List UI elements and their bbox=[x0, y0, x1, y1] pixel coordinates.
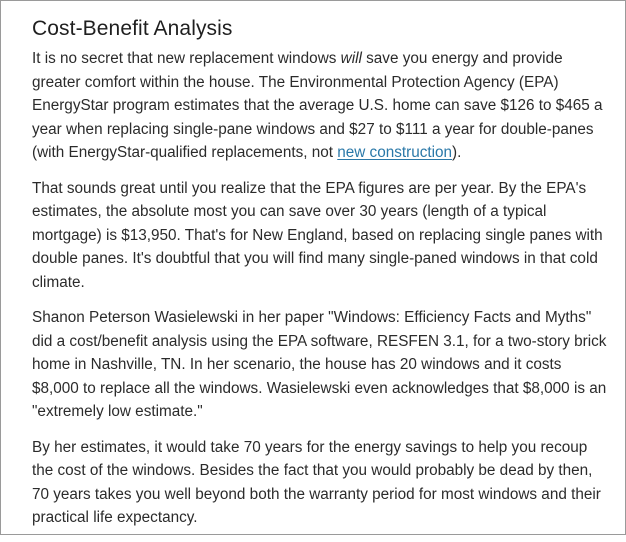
section-heading: Cost-Benefit Analysis bbox=[32, 17, 233, 40]
article-section bbox=[32, 14, 607, 542]
paragraph-epa-figures: That sounds great until you realize that the EPA figures are per year. By the EPA's estimates, the absolute most you can save over 30 years (length of a typical mortgage) is $13,950. That's for New England, based on replacing single panes with double panes. It's doubtful that you will find many single-paned windows in that cold climate. bbox=[32, 179, 603, 291]
paragraph-intro-text-1: It is no secret that new replacement windows bbox=[32, 50, 341, 67]
emphasis-will: will bbox=[340, 50, 362, 67]
paragraph-intro-text-2: save you energy and provide greater comfort within the house. The Environmental Protection Agency (EPA) EnergyStar program estimates that the average U.S. home can save $126 to $465 a year when replacing single-pane windows and $27 to $111 a year for double-panes (with EnergyStar-qualified replacements, not bbox=[32, 50, 603, 161]
paragraph-intro-text-3: ). bbox=[452, 144, 462, 161]
paragraph-intro bbox=[32, 47, 607, 165]
paragraph-wasielewski-analysis: Shanon Peterson Wasielewski in her paper "Windows: Efficiency Facts and Myths" did a cost/benefit analysis using the EPA software, RESFEN 3.1, for a two-story brick home in Nashville, TN. In her scenario, the house has 20 windows and it costs $8,000 to replace all the windows. Wasielewski even acknowledges that $8,000 is an "extremely low estimate." bbox=[32, 309, 607, 420]
new-construction-link[interactable]: new construction bbox=[337, 144, 453, 161]
paragraph-payback-period: By her estimates, it would take 70 years for the energy savings to help you recoup the cost of the windows. Besides the fact that you would probably be dead by then, 70 years takes you well beyond both the warranty period for most windows and their practical life expectancy. bbox=[32, 438, 601, 526]
